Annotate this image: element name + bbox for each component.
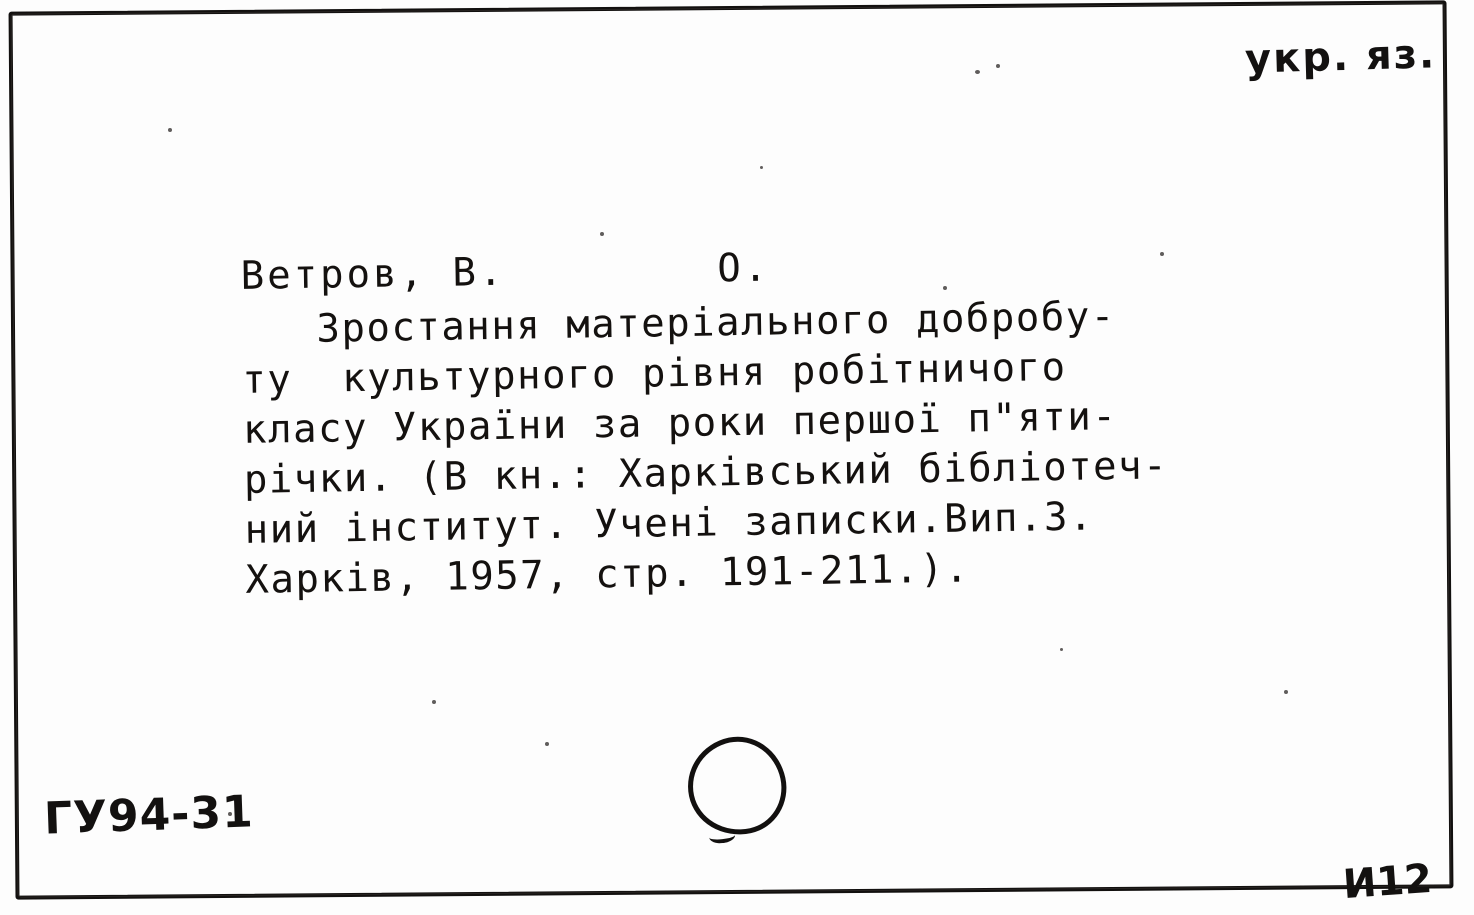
corner-mark: И12: [1341, 855, 1434, 909]
scan-speck: [996, 64, 1000, 68]
author-line: Ветров, В. О.: [240, 245, 771, 299]
title-line: класу України за роки першої п"яти-: [242, 394, 1118, 453]
scan-speck: [760, 166, 763, 169]
scan-speck: [168, 128, 172, 132]
scan-speck: [975, 70, 980, 74]
scan-speck: [600, 232, 604, 236]
scan-speck: [545, 742, 549, 746]
scan-speck: [1060, 648, 1063, 651]
scan-speck: [432, 700, 436, 704]
call-number: ГУ94-31: [43, 786, 255, 845]
scan-speck: [1284, 690, 1288, 694]
title-line: ний інститут. Учені записки.Вип.3.: [244, 494, 1095, 553]
bibliographic-record: [240, 234, 1375, 606]
title-line: Харків, 1957, стр. 191-211.).: [245, 546, 971, 603]
title-line: Зростання матеріального добробу-: [241, 294, 1117, 353]
title-line: ту культурного рівня робітничого: [241, 344, 1067, 403]
language-note: укр. яз.: [1244, 31, 1437, 83]
title-line: річки. (В кн.: Харківський бібліотеч-: [243, 443, 1169, 503]
